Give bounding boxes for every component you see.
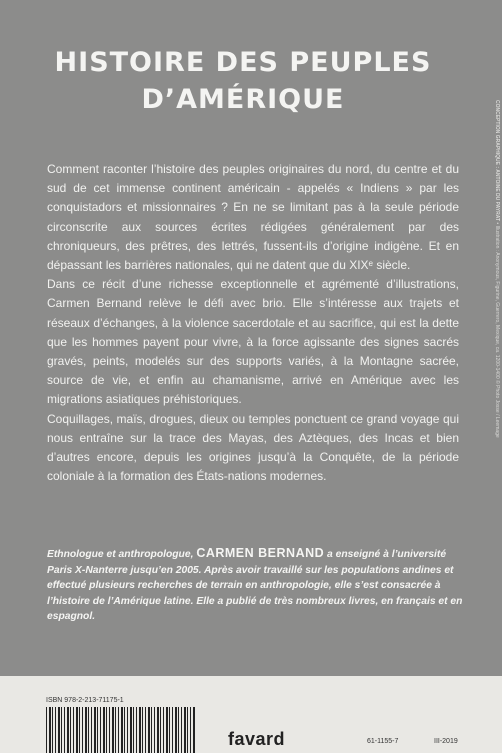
- blurb-paragraph-3: Coquillages, maïs, drogues, dieux ou temples ponctuent ce grand voyage qui nous entraîne sur la trace des Mayas, des Aztèques, des Incas et bien d’autres encore, depuis les origines jusqu’à la Conquête, de la période coloniale à la formation des États-nations modernes.: [47, 411, 459, 484]
- book-title: [0, 44, 486, 118]
- product-code: 61-1155-7: [367, 738, 399, 745]
- barcode-icon: [46, 707, 196, 753]
- side-credit: [490, 100, 500, 580]
- blurb-paragraph-1: Comment raconter l’histoire des peuples originaires du nord, du centre et du sud de cet immense continent américain - appelés « Indiens » par les conquistadors et missionnaires ? En ne se limitant pas à la seule période circonscrite aux sources écrites rédigées généralement par des chroniqueurs, des prêtres, des lettrés, fussent-ils d’origine indigène. Et en dépassant les barrières nationales, qui ne datent que du XIXᵉ siècle.: [47, 162, 459, 273]
- isbn: ISBN 978-2-213-71175-1: [46, 697, 124, 704]
- edition-code: III-2019: [434, 738, 458, 745]
- blurb: [47, 160, 459, 486]
- book-title-line-2: D’AMÉRIQUE: [141, 84, 345, 115]
- author-bio-text: a enseigné à l’université Paris X-Nanterre jusqu’en 2005. Après avoir travaillé sur les populations andines et effectué plusieurs recherches de terrain en anthropologie, elle s’est consacrée à l’histoire de l’Amérique latine. Elle a publié de très nombreux livres, en français et en espagnol.: [47, 549, 463, 622]
- book-title-line-1: HISTOIRE DES PEUPLES: [54, 47, 432, 78]
- illustration-credit: Illustration : Anonymous, Figurine, Guerrero, Mexique, ca. 1200-1400 © Photo Josse / Leemage: [494, 225, 500, 438]
- author-bio: [47, 546, 467, 625]
- author-name: CARMEN BERNAND: [196, 546, 325, 560]
- side-credit-text: CONCEPTION GRAPHIQUE : ANTOINE DU PAYRAT • Illustration : Anonymous, Figurine, Guerrero, Mexique, ca. 1200-1400 © Photo Josse / Leemage: [494, 100, 500, 438]
- design-credit: CONCEPTION GRAPHIQUE : ANTOINE DU PAYRAT: [494, 100, 500, 222]
- publisher-logo: favard: [228, 729, 286, 749]
- blurb-paragraph-2: Dans ce récit d’une richesse exceptionnelle et agrémenté d’illustrations, Carmen Bernand relève le défi avec brio. Elle s’intéresse aux trajets et réseaux d’échanges, à la violence sacerdotale et au sacrifice, qui est la dette que les hommes payent pour vivre, à la force agissante des signes sacrés gravés, peints, modelés sur des supports variés, à la Montagne sacrée, source de vie, et enfin au chamanisme, arrivé en Amérique avec les migrations asiatiques préhistoriques.: [47, 277, 459, 407]
- author-prefix: Ethnologue et anthropologue,: [47, 549, 194, 560]
